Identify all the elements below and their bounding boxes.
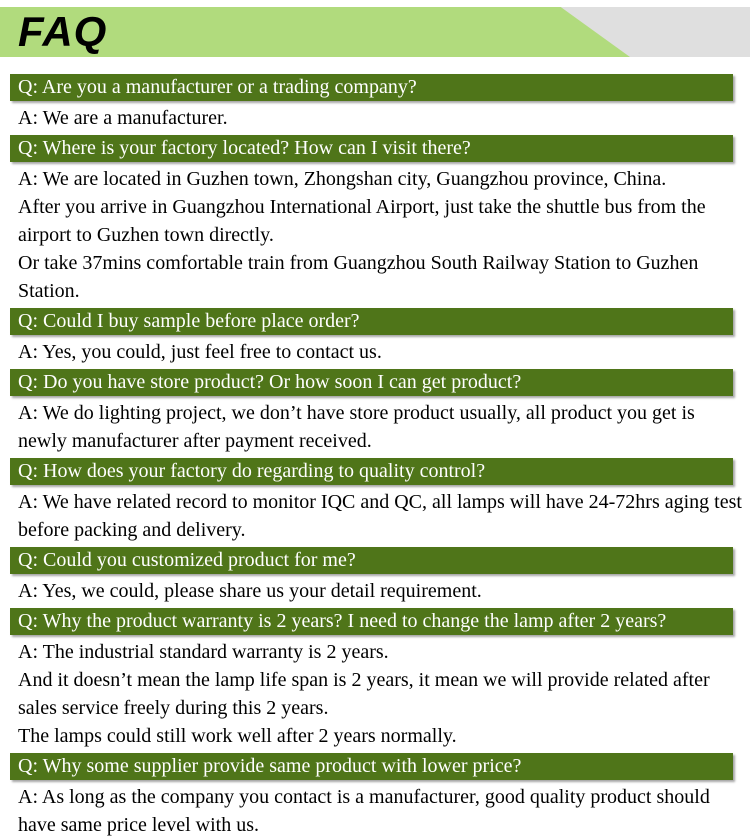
- faq-answer-line: After you arrive in Guangzhou International Airport, just take the shuttle bus from the airport to Guzhen town directly.: [18, 196, 706, 246]
- faq-answer-line: A: We are located in Guzhen town, Zhongshan city, Guangzhou province, China.: [18, 168, 667, 190]
- faq-answer-line: A: As long as the company you contact is a manufacturer, good quality product should have same price level with us.: [18, 786, 710, 836]
- faq-answer: [10, 488, 742, 544]
- faq-item: [10, 753, 750, 839]
- faq-answer-line: A: The industrial standard warranty is 2 years.: [18, 641, 389, 663]
- faq-answer-line: A: We do lighting project, we don’t have store product usually, all product you get is newly manufacturer after payment received.: [18, 402, 695, 452]
- faq-question-bar: [10, 74, 733, 101]
- faq-question-bar: [10, 135, 733, 162]
- faq-item: [10, 135, 750, 305]
- faq-answer-line: Or take 37mins comfortable train from Guangzhou South Railway Station to Guzhen Station.: [18, 252, 699, 302]
- faq-question-bar: [10, 458, 733, 485]
- faq-question-text: Q: How does your factory do regarding to quality control?: [18, 460, 486, 482]
- faq-question-text: Q: Where is your factory located? How can I visit there?: [18, 137, 471, 159]
- faq-answer: [10, 338, 742, 366]
- faq-answer: [10, 165, 742, 305]
- faq-item: [10, 74, 750, 132]
- faq-item: [10, 458, 750, 544]
- faq-question-text: Q: Do you have store product? Or how soon I can get product?: [18, 371, 522, 393]
- faq-question-bar: [10, 608, 733, 635]
- faq-question-text: Q: Why some supplier provide same product with lower price?: [18, 755, 522, 777]
- faq-answer: [10, 104, 742, 132]
- faq-question-text: Q: Are you a manufacturer or a trading company?: [18, 76, 417, 98]
- faq-question-bar: [10, 753, 733, 780]
- faq-item: [10, 308, 750, 366]
- faq-list: [0, 58, 750, 839]
- faq-answer: [10, 577, 742, 605]
- faq-question-bar: [10, 369, 733, 396]
- faq-item: [10, 369, 750, 455]
- faq-answer-line: The lamps could still work well after 2 years normally.: [18, 725, 457, 747]
- faq-answer: [10, 399, 742, 455]
- faq-answer-line: A: Yes, we could, please share us your detail requirement.: [18, 580, 482, 602]
- faq-question-bar: [10, 308, 733, 335]
- faq-answer: [10, 638, 742, 750]
- faq-answer: [10, 783, 742, 839]
- page-title: FAQ: [18, 8, 108, 55]
- faq-answer-line: A: We have related record to monitor IQC and QC, all lamps will have 24-72hrs aging test before packing and delivery.: [18, 491, 742, 541]
- faq-header-banner: [0, 0, 750, 58]
- faq-item: [10, 608, 750, 750]
- faq-answer-line: A: Yes, you could, just feel free to contact us.: [18, 341, 382, 363]
- faq-question-text: Q: Why the product warranty is 2 years? I need to change the lamp after 2 years?: [18, 610, 667, 632]
- faq-answer-line: A: We are a manufacturer.: [18, 107, 228, 129]
- faq-item: [10, 547, 750, 605]
- faq-question-text: Q: Could I buy sample before place order?: [18, 310, 360, 332]
- faq-question-bar: [10, 547, 733, 574]
- faq-answer-line: And it doesn’t mean the lamp life span is 2 years, it mean we will provide related after sales service freely during this 2 years.: [18, 669, 710, 719]
- faq-question-text: Q: Could you customized product for me?: [18, 549, 356, 571]
